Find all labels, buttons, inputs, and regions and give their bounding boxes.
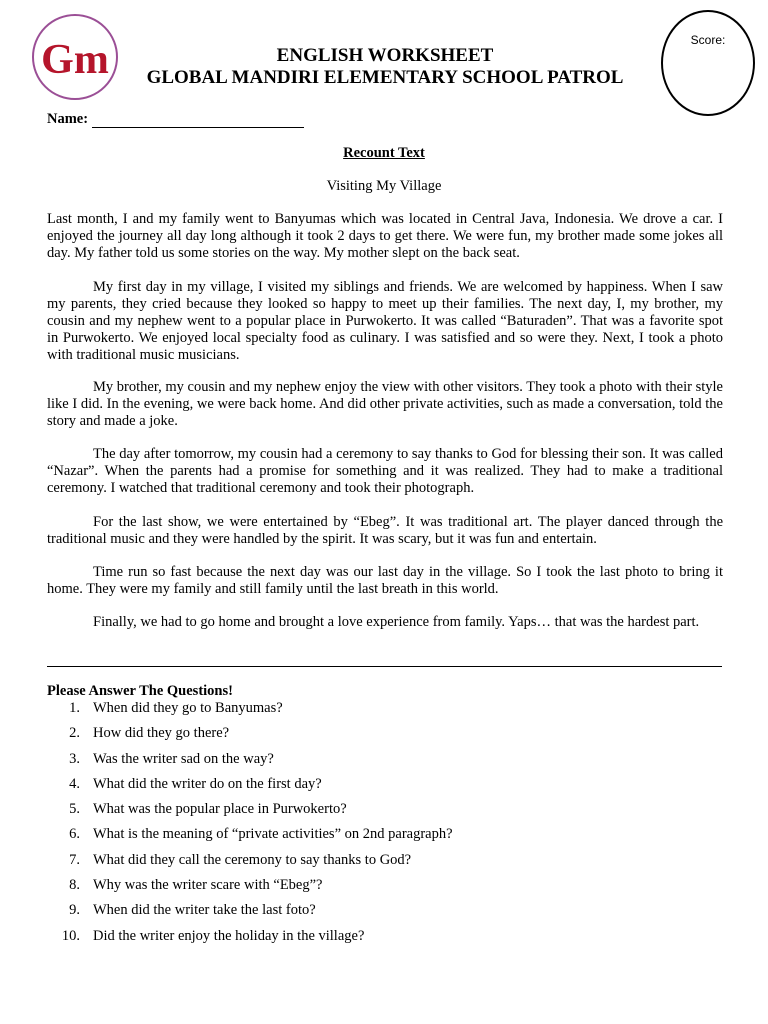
question-number: 5.	[69, 801, 80, 818]
text-type-heading: Recount Text	[343, 145, 425, 161]
question-text: What did the writer do on the first day?	[93, 775, 322, 792]
divider-line	[47, 666, 722, 667]
question-text: Was the writer sad on the way?	[93, 750, 274, 767]
paragraph-5: For the last show, we were entertained by “Ebeg”. It was traditional art. The player danced through the traditional music and they were handled by the spirit. It was scary, but it was fun and entertain.	[47, 514, 723, 547]
question-number: 8.	[69, 877, 80, 894]
question-item	[0, 776, 768, 801]
paragraph-2: My first day in my village, I visited my siblings and friends. We are welcomed by happiness. When I saw my parents, they cried because they looked so happy to meet up their families. The next day, I, my brother, my cousin and my nephew went to a popular place in Purwokerto. It was called “Baturaden”. That was a favorite spot in Purwokerto. We enjoyed local specialty food as culinary. I was satisfied and so were they. Next, I took a photo with traditional music musicians.	[47, 279, 723, 363]
story-title: Visiting My Village	[326, 178, 442, 194]
paragraph-3: My brother, my cousin and my nephew enjoy the view with other visitors. They took a photo with their style like I did. In the evening, we were back home. And did other private activities, such as made a conversation, told the story and made a joke.	[47, 379, 723, 429]
question-item	[0, 751, 768, 776]
paragraph-4: The day after tomorrow, my cousin had a ceremony to say thanks to God for blessing their son. It was called “Nazar”. When the parents had a promise for something and it was realized. They had to make a traditional ceremony. I watched that traditional ceremony and took their photograph.	[47, 446, 723, 496]
question-text: How did they go there?	[93, 725, 230, 742]
svg-text:Gm: Gm	[41, 37, 109, 83]
question-text: When did the writer take the last foto?	[93, 902, 316, 919]
question-text: What was the popular place in Purwokerto?	[93, 801, 347, 818]
paragraph-7: Finally, we had to go home and brought a love experience from family. Yaps… that was the hardest part.	[93, 614, 700, 630]
worksheet-title: ENGLISH WORKSHEET	[276, 45, 494, 66]
question-number: 6.	[69, 826, 80, 843]
question-item	[0, 928, 768, 953]
question-item	[0, 852, 768, 877]
school-name: GLOBAL MANDIRI ELEMENTARY SCHOOL PATROL	[146, 67, 624, 88]
name-row	[47, 111, 304, 128]
paragraph-1: Last month, I and my family went to Banyumas which was located in Central Java, Indonesia. We drove a car. I enjoyed the journey all day long although it took 2 days to get there. We were fun, my brother made some jokes all day. My father told us some stories on the way. My mother slept on the back seat.	[47, 211, 723, 261]
question-item	[0, 902, 768, 927]
question-number: 1.	[69, 700, 80, 716]
question-item	[0, 877, 768, 902]
question-number: 7.	[69, 851, 80, 868]
question-text: Why was the writer scare with “Ebeg”?	[93, 877, 323, 894]
score-box[interactable]	[661, 10, 755, 116]
question-number: 2.	[69, 725, 80, 742]
questions-heading: Please Answer The Questions!	[47, 683, 233, 699]
question-number: 3.	[69, 750, 80, 767]
question-item	[0, 725, 768, 750]
questions-list	[0, 700, 768, 953]
question-text: What did they call the ceremony to say thanks to God?	[93, 851, 412, 868]
question-number: 9.	[69, 902, 80, 919]
question-item	[0, 700, 768, 725]
paragraph-6: Time run so fast because the next day was our last day in the village. So I took the last photo to bring it home. They were my family and still family until the last breath in this world.	[47, 564, 723, 597]
question-text: Did the writer enjoy the holiday in the village?	[93, 927, 365, 944]
question-text: When did they go to Banyumas?	[93, 700, 283, 716]
name-label: Name:	[47, 111, 89, 127]
question-number: 10.	[61, 927, 80, 944]
question-number: 4.	[69, 775, 80, 792]
question-text: What is the meaning of “private activities” on 2nd paragraph?	[93, 826, 453, 843]
question-item	[0, 801, 768, 826]
question-item	[0, 826, 768, 851]
score-label: Score:	[690, 33, 726, 47]
name-field[interactable]	[92, 112, 304, 128]
